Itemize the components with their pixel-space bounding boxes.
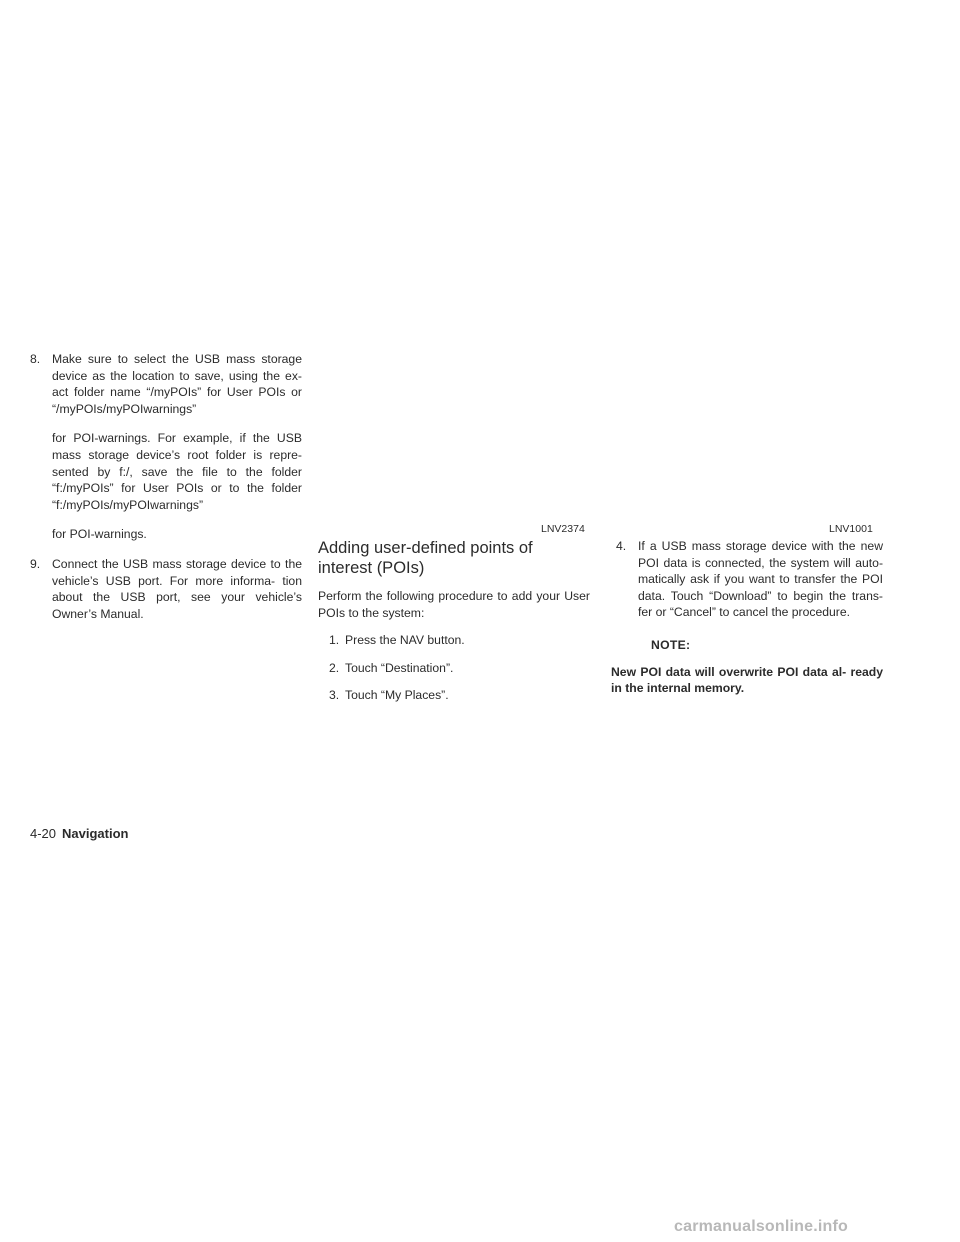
step-item	[318, 632, 590, 649]
note-label: NOTE:	[651, 637, 691, 652]
list-item-text: Connect the USB mass storage device to the vehicle’s USB port. For more informa- tion about the USB port, see your vehicle’s Owner’s Manual.	[52, 556, 302, 621]
list-item-continuation: for POI-warnings.	[52, 527, 147, 542]
middle-column	[318, 538, 590, 715]
list-item-text: Make sure to select the USB mass storage device as the location to save, using the ex- act folder name “/myPOIs” for User POIs or “/myPOIs/myPOIwarnings”	[52, 352, 302, 416]
intro-paragraph: Perform the following procedure to add your User POIs to the system:	[318, 589, 590, 620]
list-number: 4.	[616, 539, 627, 553]
list-item-continuation: for POI-warnings. For example, if the USB mass storage device’s root folder is repre- sented by f:/, save the file to the folder “f:/myPOIs” for User POIs or to the folder “f:/myPOIs/myPOIwarnings”	[52, 431, 302, 512]
list-number: 9.	[30, 556, 41, 571]
page-number: 4-20	[30, 826, 57, 841]
step-text: Touch “Destination”.	[345, 660, 454, 675]
footer-section-title: Navigation	[62, 826, 129, 841]
step-number: 2.	[329, 660, 340, 675]
figure-label: LNV2374	[541, 523, 585, 535]
watermark: carmanualsonline.info	[674, 1218, 849, 1235]
note-text: New POI data will overwrite POI data al- ready in the internal memory.	[611, 664, 883, 696]
list-item-text: If a USB mass storage device with the new POI data is connected, the system will auto- matically ask if you want to transfer the POI data. Touch “Download” to begin the trans- fer or “Cancel” to cancel the procedure.	[638, 539, 883, 620]
left-column	[30, 351, 302, 635]
step-text: Touch “My Places”.	[345, 688, 449, 703]
list-item-8	[30, 351, 302, 417]
right-column	[611, 538, 883, 697]
step-text: Press the NAV button.	[345, 633, 465, 648]
figure-label: LNV1001	[829, 523, 873, 535]
list-item-9	[30, 556, 302, 622]
list-item-4	[611, 538, 883, 621]
page-footer	[30, 826, 129, 842]
section-heading: Adding user-defined points of interest (POIs)	[318, 539, 533, 577]
step-number: 1.	[329, 633, 340, 648]
step-number: 3.	[329, 688, 340, 703]
step-item	[318, 687, 590, 704]
list-number: 8.	[30, 352, 41, 366]
step-item	[318, 660, 590, 677]
